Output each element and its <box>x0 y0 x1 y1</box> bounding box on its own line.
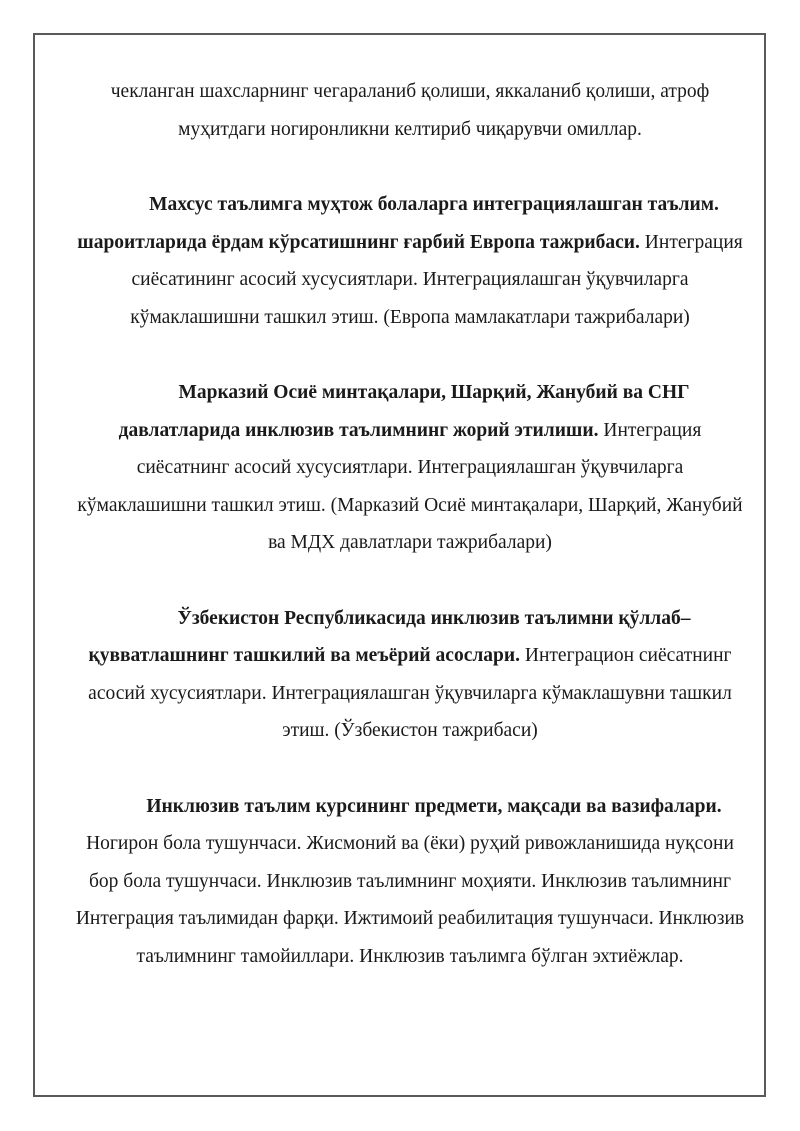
paragraph-central-asia <box>70 374 750 562</box>
paragraph-heading: Махсус таълимга муҳтож болаларга интеграциялашган таълим. шароитларида ёрдам кўрсатишнинг ғарбий Европа тажрибаси. <box>77 194 719 253</box>
paragraph-text: Интеграция сиёсатнинг асосий хусусиятлари. Интеграциялашган ўқувчиларга кўмаклашишни ташкил этиш. (Марказий Осиё минтақалари, Шарқий, Жанубий ва МДХ давлатлари тажрибалари) <box>77 419 743 553</box>
paragraph-western-europe <box>70 186 750 336</box>
paragraph-text: Ногирон бола тушунчаси. Жисмоний ва (ёки) руҳий ривожланишида нуқсони бор бола тушунчаси. Инклюзив таълимнинг моҳияти. Инклюзив таълимнинг Интеграция таълимидан фарқи. Ижтимоий реабилитация тушунчаси. Инклюзив таълимнинг тамойиллари. Инклюзив таълимга бўлган эхтиёжлар. <box>75 833 745 967</box>
paragraph-heading: Ўзбекистон Республикасида инклюзив таълимни қўллаб–қувватлашнинг ташкилий ва меъёрий асослари. <box>88 607 691 666</box>
paragraph-course-subject <box>70 788 750 976</box>
paragraph-continuation <box>70 73 750 148</box>
document-body <box>70 73 750 975</box>
paragraph-text: Интеграцион сиёсатнинг асосий хусусиятлари. Интеграциялашган ўқувчиларга кўмаклашувни ташкил этиш. (Ўзбекистон тажрибаси) <box>88 645 732 741</box>
paragraph-heading: Инклюзив таълим курсининг предмети, мақсади ва вазифалари. <box>146 795 722 817</box>
paragraph-heading: Марказий Осиё минтақалари, Шарқий, Жанубий ва СНГ давлатларида инклюзив таълимнинг жорий этилиши. <box>118 382 690 441</box>
paragraph-text: чекланган шахсларнинг чегараланиб қолиши, яккаланиб қолиши, атроф муҳитдаги ногиронликни келтириб чиқарувчи омиллар. <box>110 81 710 140</box>
paragraph-text: Интеграция сиёсатининг асосий хусусиятлари. Интеграциялашган ўқувчиларга кўмаклашишни ташкил этиш. (Европа мамлакатлари тажрибалари) <box>130 231 743 328</box>
paragraph-uzbekistan <box>70 600 750 750</box>
